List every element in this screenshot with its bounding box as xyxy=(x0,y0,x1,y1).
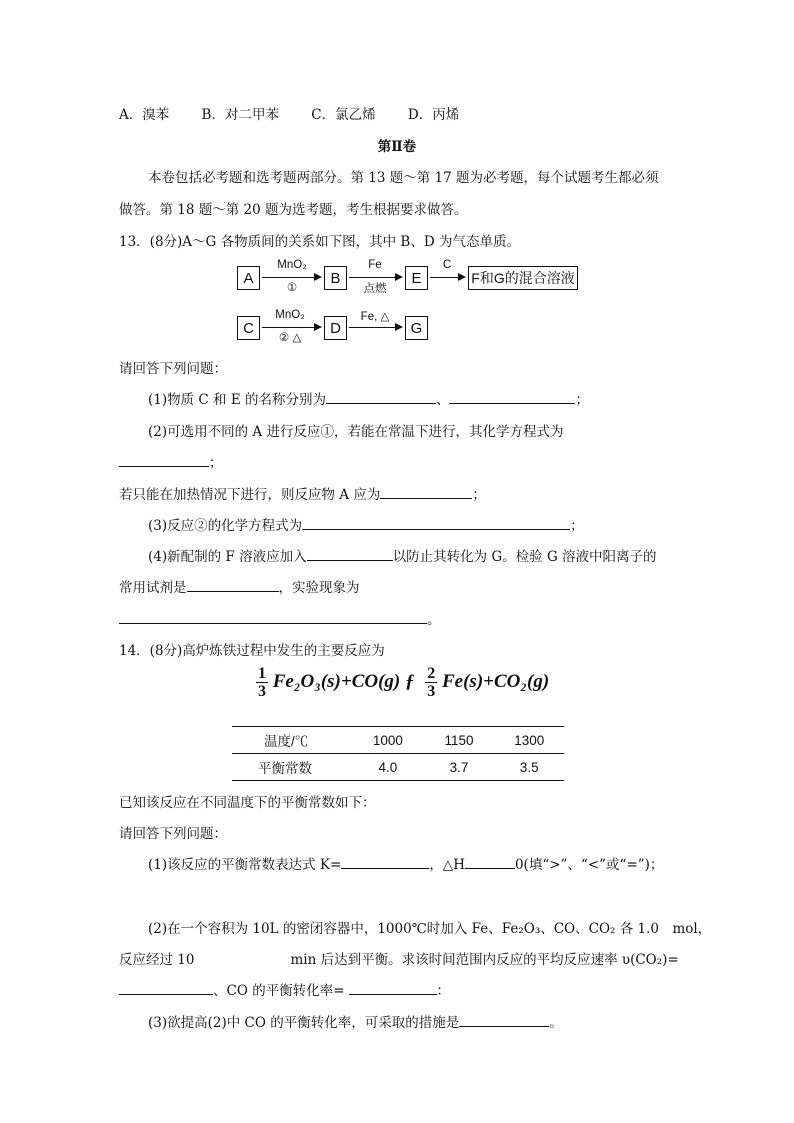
q13-part4-text1: (4)新配制的 F 溶液应加入 xyxy=(148,549,307,565)
q14-part2-line3a: 、CO 的平衡转化率= xyxy=(213,983,345,999)
arrow2-top-label: Fe xyxy=(368,259,382,271)
arrow1-bottom-label: ① xyxy=(286,282,298,294)
q14-part3-end: 。 xyxy=(549,1015,563,1031)
box-d: D xyxy=(324,316,347,340)
q14-known: 已知该反应在不同温度下的平衡常数如下： xyxy=(119,795,376,811)
q14-part2-line1: (2)在一个容积为 10L 的密闭容器中，1000℃时加入 Fe、Fe₂O₃、CO、CO₂ 各 1.0 mol， xyxy=(148,921,712,937)
q13-part1-text: (1)物质 C 和 E 的名称分别为 xyxy=(148,392,326,408)
table-header-row xyxy=(232,727,564,754)
arrow-b-to-e xyxy=(349,277,401,278)
q13-part2b-end: ； xyxy=(472,487,486,503)
q14-part1 xyxy=(148,853,663,873)
q14-part3 xyxy=(148,1011,563,1031)
fraction-one-third: $\frac{1}{3}$ xyxy=(258,665,266,700)
q14-part1-b: ，△H xyxy=(429,857,465,873)
arrow-e-to-fg xyxy=(430,277,464,278)
table-cell: 1300 xyxy=(514,732,545,748)
answer-blank-conversion[interactable] xyxy=(349,980,437,995)
q13-part4-line2 xyxy=(119,576,360,596)
answer-blank-e[interactable] xyxy=(449,389,575,404)
answer-blank-reactant-a[interactable] xyxy=(380,484,472,499)
box-e: E xyxy=(405,266,428,290)
q13-part4-end: 。 xyxy=(427,612,441,628)
box-fg: F和G的混合溶液 xyxy=(468,266,578,290)
q13-part4-text4: ，实验现象为 xyxy=(278,580,360,596)
q14-part2-line3b: ： xyxy=(436,983,450,999)
table-cell: 3.5 xyxy=(519,759,539,775)
q13-part2b xyxy=(119,483,486,503)
table-cell: 平衡常数 xyxy=(258,761,312,776)
answer-blank-reagent[interactable] xyxy=(187,577,279,592)
answer-blank-rate[interactable] xyxy=(119,980,213,995)
q14-part1-c: 0(填“>”、“<”或“=”)； xyxy=(514,857,664,873)
table-row xyxy=(232,754,564,781)
answer-blank-k-expression[interactable] xyxy=(341,854,429,869)
arrow5-top-label: Fe, △ xyxy=(360,311,390,323)
q13-part2-answer xyxy=(119,451,223,471)
q13-stem: 13．(8分)A～G 各物质间的关系如下图，其中 B、D 为气态单质。 xyxy=(119,234,520,250)
fraction-two-thirds: $\frac{2}{3}$ xyxy=(427,665,436,700)
box-c: C xyxy=(237,316,260,340)
q14-part2-line2a: 反应经过 10 xyxy=(119,952,195,968)
q13-part4-text3: 常用试剂是 xyxy=(119,580,187,596)
box-g: G xyxy=(405,316,428,340)
option-a: A．溴苯 xyxy=(119,107,170,123)
q14-part1-a: (1)该反应的平衡常数表达式 K= xyxy=(148,857,342,873)
equilibrium-constant-table xyxy=(232,726,564,781)
answer-blank-equation-2[interactable] xyxy=(302,515,570,530)
arrow4-bottom-label: ② △ xyxy=(278,332,302,344)
answer-blank-equation-1[interactable] xyxy=(119,452,209,467)
q13-part2: (2)可选用不同的 A 进行反应①，若能在常温下进行，其化学方程式为 xyxy=(148,424,564,440)
table-cell: 温度/℃ xyxy=(264,734,309,749)
arrow2-bottom-label: 点燃 xyxy=(363,283,387,295)
section-intro-line1: 本卷包括必考题和选考题两部分。第 13 题～第 17 题为必考题，每个试题考生都必须 xyxy=(148,170,659,186)
q13-part2-end: ； xyxy=(209,455,223,471)
q12-options xyxy=(119,103,459,123)
q14-equation xyxy=(256,665,549,700)
option-c: C．氯乙烯 xyxy=(311,107,376,123)
box-b: B xyxy=(324,266,347,290)
option-d: D．丙烯 xyxy=(407,107,460,123)
q13-part3 xyxy=(148,514,584,534)
q14-part2-line3 xyxy=(119,979,450,999)
answer-blank-delta-h[interactable] xyxy=(465,854,515,869)
q13-part4-text2: 以防止其转化为 G。检验 G 溶液中阳离子的 xyxy=(392,549,657,565)
arrow3-top-label: C xyxy=(442,259,452,271)
section-intro-line2: 做答。第 18 题～第 20 题为选考题，考生根据要求做答。 xyxy=(119,202,468,218)
answer-blank-additive[interactable] xyxy=(307,546,393,561)
table-cell: 3.7 xyxy=(449,759,469,775)
table-cell: 1150 xyxy=(444,732,474,748)
q13-part4-line3 xyxy=(119,608,441,628)
section-title: 第Ⅱ卷 xyxy=(377,139,417,155)
answer-blank-c[interactable] xyxy=(326,389,436,404)
q13-part1-sep: 、 xyxy=(435,392,450,408)
answer-blank-measure[interactable] xyxy=(459,1012,549,1027)
arrow4-top-label: MnO₂ xyxy=(275,309,305,321)
q13-part2b-text: 若只能在加热情况下进行，则反应物 A 应为 xyxy=(119,487,381,503)
equation-left: Fe₂O₃(s)+CO(g) ƒ xyxy=(272,670,415,692)
q13-part4 xyxy=(148,545,657,565)
q13-part1 xyxy=(148,388,589,408)
option-b: B．对二甲苯 xyxy=(201,107,279,123)
arrow-d-to-g xyxy=(349,327,401,328)
equation-right: Fe(s)+CO₂(g) xyxy=(442,670,550,692)
q14-part2-line2b: min 后达到平衡。求该时间范围内反应的平均反应速率 υ(CO₂)= xyxy=(290,952,679,968)
q14-part3-a: (3)欲提高(2)中 CO 的平衡转化率，可采取的措施是 xyxy=(148,1015,460,1031)
q14-part2-line2 xyxy=(119,948,679,968)
q14-prompt: 请回答下列问题： xyxy=(119,826,227,842)
box-a: A xyxy=(237,266,260,290)
arrow1-top-label: MnO₂ xyxy=(277,259,307,271)
q13-part1-end: ； xyxy=(575,392,589,408)
q13-part3-text: (3)反应②的化学方程式为 xyxy=(148,518,303,534)
table-cell: 1000 xyxy=(372,732,403,748)
arrow-c-to-d xyxy=(262,327,320,328)
table-cell: 4.0 xyxy=(378,759,398,775)
q13-part3-end: ； xyxy=(570,518,584,534)
q14-stem: 14．(8分)高炉炼铁过程中发生的主要反应为 xyxy=(119,643,385,659)
answer-blank-phenomenon[interactable] xyxy=(119,609,427,624)
q13-prompt: 请回答下列问题： xyxy=(119,361,227,377)
arrow-a-to-b xyxy=(262,277,320,278)
